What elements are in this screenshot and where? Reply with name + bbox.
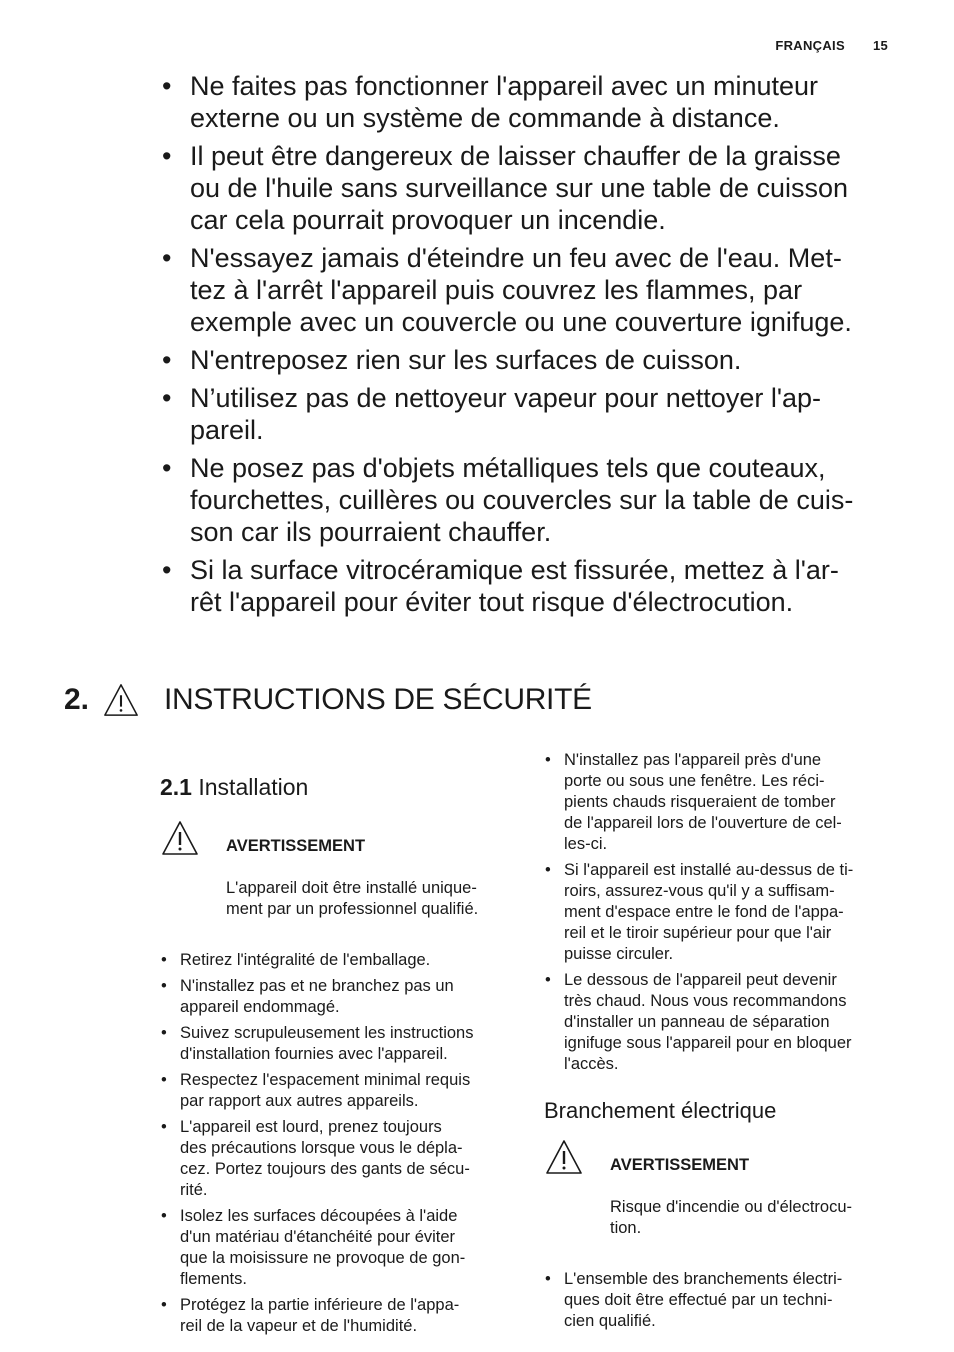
page-number: 15: [872, 38, 888, 53]
page-header: [775, 38, 888, 53]
list-item: • N'essayez jamais d'éteindre un feu avec de l'eau. Met- tez à l'arrêt l'appareil puis couvrez les flammes, par exemple avec un couvercle ou une couverture ignifuge.: [160, 242, 895, 338]
warning-icon: [160, 819, 200, 857]
warning-content: [610, 1134, 852, 1239]
warning-box: [544, 1134, 899, 1239]
header-language: FRANÇAIS: [775, 38, 845, 53]
left-column: [160, 774, 515, 1342]
electrical-bullet-list: [544, 1269, 899, 1332]
warning-content: [226, 815, 478, 920]
subsection-title: Installation: [198, 774, 309, 800]
subsection-heading: [160, 774, 515, 801]
warning-text: L'appareil doit être installé unique- ment par un professionnel qualifié.: [226, 879, 479, 918]
list-item: • Si l'appareil est installé au-dessus de ti- roirs, assurez-vous qu'il y a suffisam- ment d'espace entre le fond de l'appa- reil et le tiroir supérieur pour que l'air puisse circuler.: [544, 860, 899, 965]
list-item: • Isolez les surfaces découpées à l'aide d'un matériau d'étanchéité pour éviter que la moisissure ne provoque de gon- flements.: [160, 1206, 515, 1290]
subsection-number: 2.1: [160, 774, 192, 800]
list-item: • N’utilisez pas de nettoyeur vapeur pour nettoyer l'ap- pareil.: [160, 382, 895, 446]
list-item: • Si la surface vitrocéramique est fissurée, mettez à l'ar- rêt l'appareil pour éviter tout risque d'électrocution.: [160, 554, 895, 618]
list-item: • Suivez scrupuleusement les instructions d'installation fournies avec l'appareil.: [160, 1023, 515, 1065]
warning-icon: [544, 1138, 584, 1176]
list-item: • Le dessous de l'appareil peut devenir très chaud. Nous vous recommandons d'installer un panneau de séparation ignifuge sous l'appareil pour en bloquer l'accès.: [544, 970, 899, 1075]
warning-title: AVERTISSEMENT: [226, 837, 366, 855]
list-item: • Ne faites pas fonctionner l'appareil avec un minuteur externe ou un système de commande à distance.: [160, 70, 895, 134]
right-column: [544, 750, 899, 1337]
section-title: INSTRUCTIONS DE SÉCURITÉ: [164, 683, 592, 716]
list-item: • L'appareil est lourd, prenez toujours des précautions lorsque vous le dépla- cez. Portez toujours des gants de sécu- rité.: [160, 1117, 515, 1201]
installation-bullet-list: [160, 950, 515, 1337]
list-item: • Il peut être dangereux de laisser chauffer de la graisse ou de l'huile sans surveillance sur une table de cuisson car cela pourrait provoquer un incendie.: [160, 140, 895, 236]
warning-triangle-icon: [102, 682, 140, 718]
list-item: • Retirez l'intégralité de l'emballage.: [160, 950, 515, 971]
warning-text: Risque d'incendie ou d'électrocu- tion.: [610, 1198, 853, 1237]
list-item: • N'installez pas et ne branchez pas un appareil endommagé.: [160, 976, 515, 1018]
section-heading: [64, 682, 592, 718]
list-item: • N'entreposez rien sur les surfaces de cuisson.: [160, 344, 895, 376]
list-item: • Respectez l'espacement minimal requis par rapport aux autres appareils.: [160, 1070, 515, 1112]
warning-title: AVERTISSEMENT: [610, 1156, 750, 1174]
list-item: • N'installez pas l'appareil près d'une porte ou sous une fenêtre. Les réci- pients chauds risqueraient de tomber de l'appareil lors de l'ouverture de cel- les-ci.: [544, 750, 899, 855]
list-item: • Protégez la partie inférieure de l'appa- reil de la vapeur et de l'humidité.: [160, 1295, 515, 1337]
installation-bullet-list-continued: [544, 750, 899, 1075]
list-item: • L'ensemble des branchements électri- ques doit être effectué par un techni- cien qualifié.: [544, 1269, 899, 1332]
list-item: • Ne posez pas d'objets métalliques tels que couteaux, fourchettes, cuillères ou couvercles sur la table de cuis- son car ils pourraient chauffer.: [160, 452, 895, 548]
warning-box: [160, 815, 515, 920]
top-bullet-list: [160, 70, 895, 624]
electrical-heading: Branchement électrique: [544, 1098, 777, 1123]
section-number: 2.: [64, 683, 90, 716]
